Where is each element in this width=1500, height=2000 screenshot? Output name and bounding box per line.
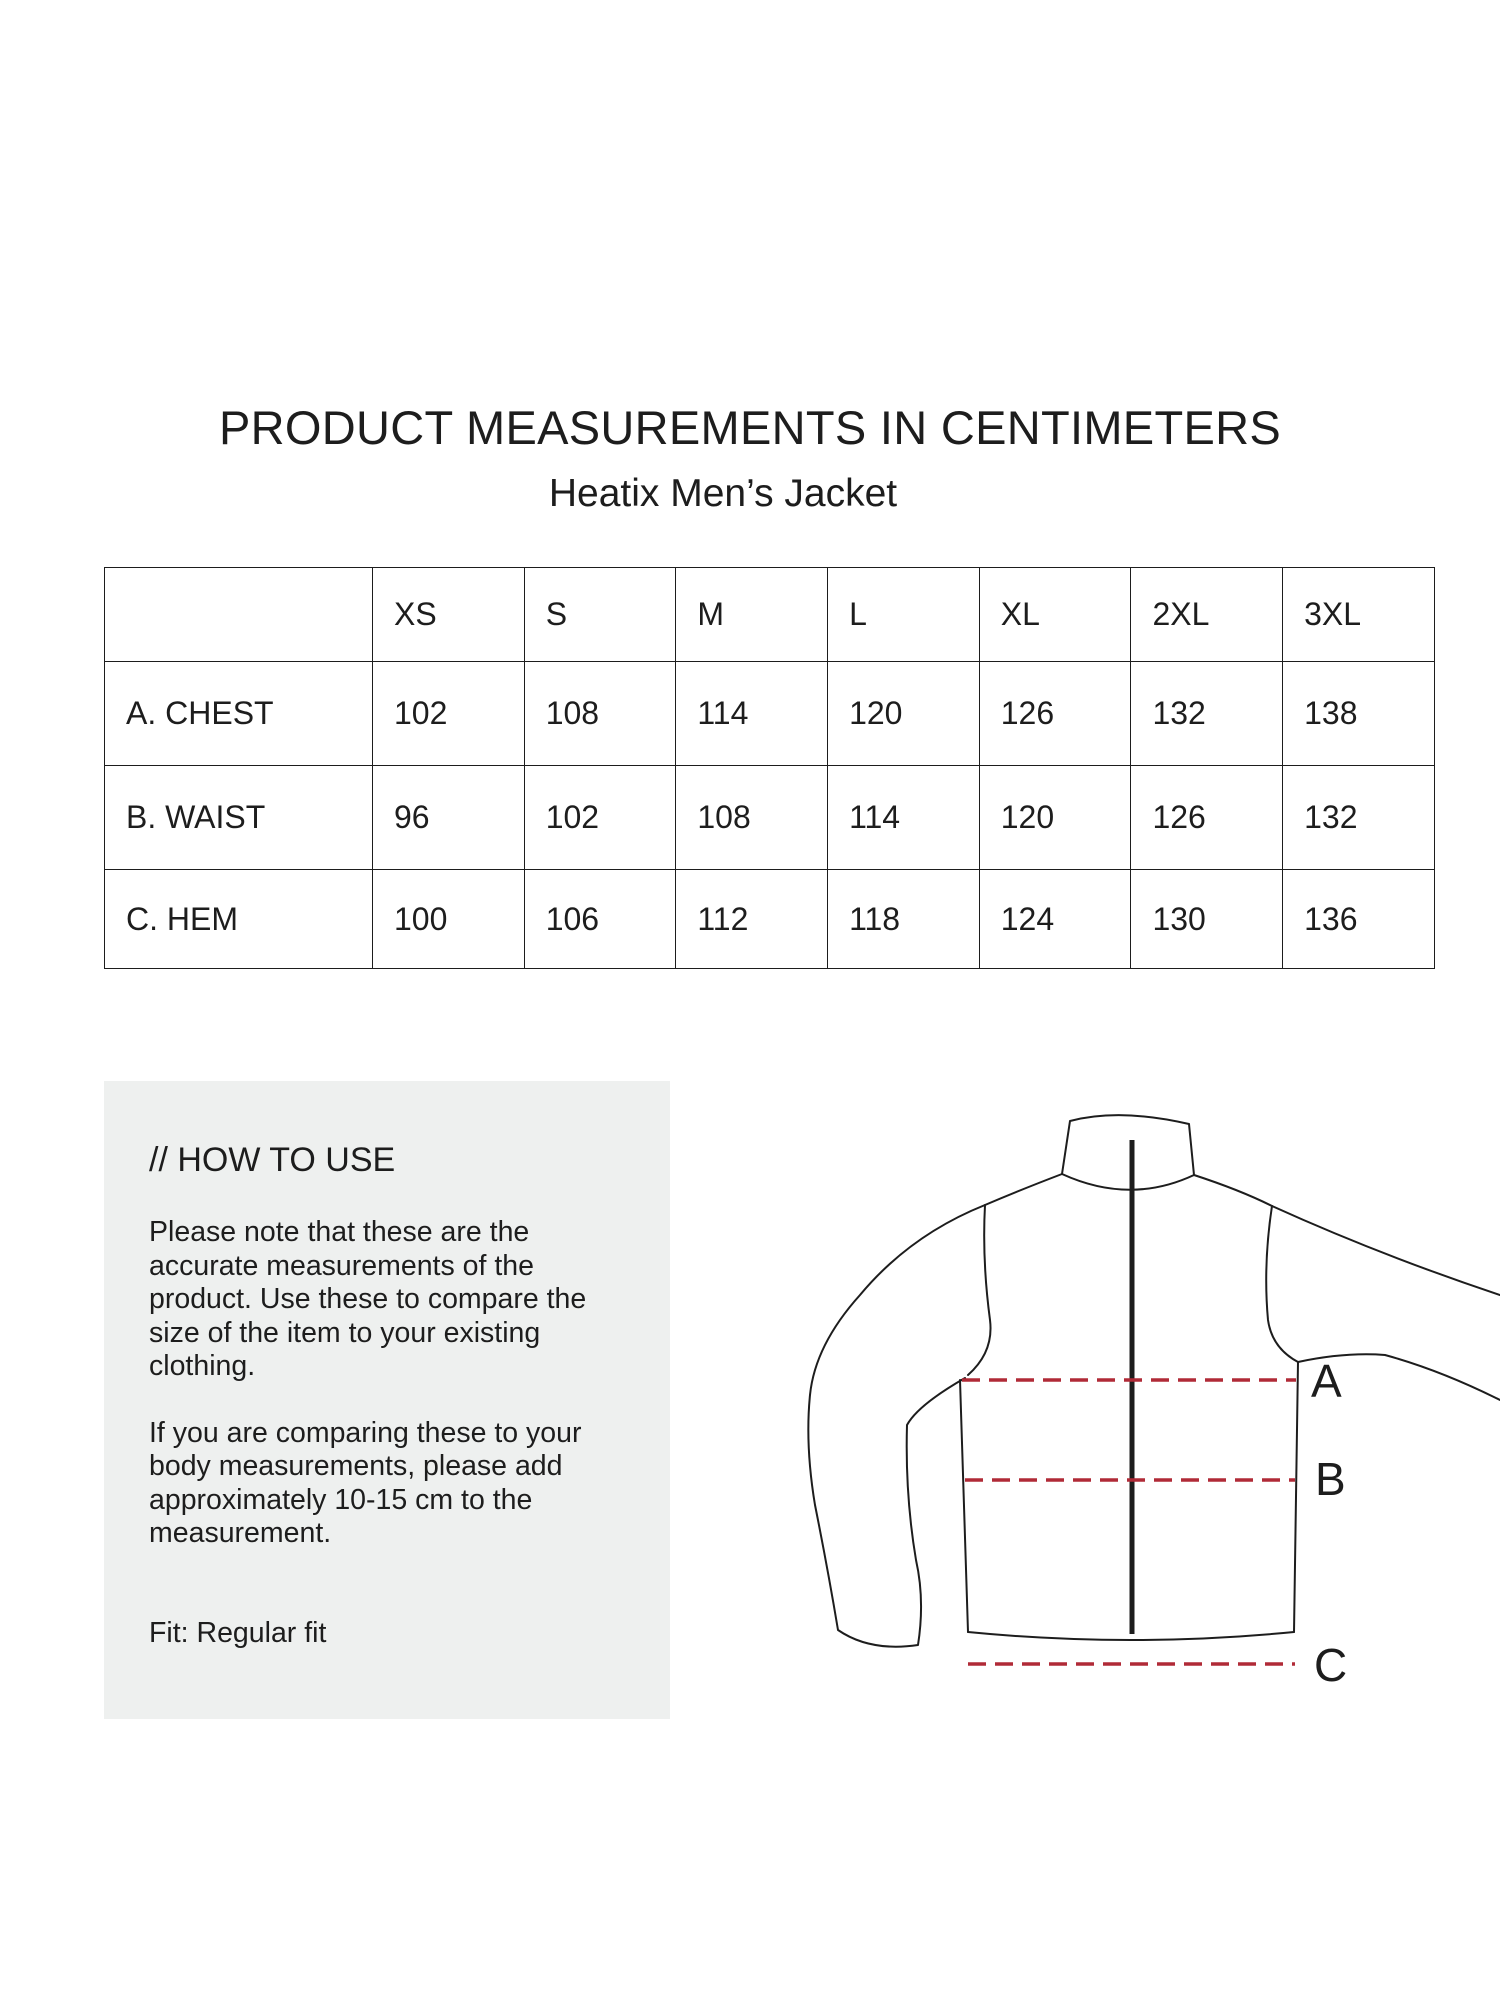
how-to-use-heading: // HOW TO USE: [149, 1141, 396, 1179]
measurement-lines: [962, 1380, 1296, 1664]
size-header: XS: [373, 568, 525, 662]
size-header: S: [524, 568, 676, 662]
left-body-side: [960, 1380, 968, 1632]
table-cell: 124: [979, 870, 1131, 969]
right-sleeve-top: [1272, 1206, 1500, 1295]
left-sleeve: [808, 1205, 985, 1647]
table-cell: 100: [373, 870, 525, 969]
size-header: XL: [979, 568, 1131, 662]
table-cell: 126: [1131, 766, 1283, 870]
right-body-side: [1294, 1362, 1298, 1632]
size-header: 2XL: [1131, 568, 1283, 662]
table-cell: 132: [1283, 766, 1435, 870]
product-name: Heatix Men’s Jacket: [548, 472, 898, 515]
table-row: [105, 662, 1435, 766]
marker-b-label: B: [1315, 1453, 1346, 1505]
table-cell: 96: [373, 766, 525, 870]
jacket-diagram: [780, 1090, 1500, 1690]
size-chart-table: [104, 567, 1435, 969]
row-label: B. WAIST: [105, 766, 373, 870]
table-corner-cell: [105, 568, 373, 662]
table-cell: 118: [828, 870, 980, 969]
table-cell: 120: [979, 766, 1131, 870]
table-cell: 120: [828, 662, 980, 766]
table-cell: 136: [1283, 870, 1435, 969]
table-cell: 102: [373, 662, 525, 766]
right-shoulder: [1194, 1175, 1272, 1206]
table-header-row: [105, 568, 1435, 662]
size-header: L: [828, 568, 980, 662]
collar-shape: [1062, 1115, 1194, 1190]
table-cell: 108: [676, 766, 828, 870]
marker-a-label: A: [1311, 1355, 1342, 1407]
page-title: PRODUCT MEASUREMENTS IN CENTIMETERS: [219, 401, 1281, 454]
table-cell: 132: [1131, 662, 1283, 766]
table-cell: 114: [828, 766, 980, 870]
table-cell: 108: [524, 662, 676, 766]
table-cell: 138: [1283, 662, 1435, 766]
table-cell: 102: [524, 766, 676, 870]
how-to-use-panel: [104, 1081, 670, 1719]
left-armhole-seam: [968, 1205, 991, 1375]
table-cell: 112: [676, 870, 828, 969]
size-header: 3XL: [1283, 568, 1435, 662]
table-row: [105, 766, 1435, 870]
right-armhole-seam: [1266, 1206, 1298, 1362]
table-cell: 106: [524, 870, 676, 969]
row-label: A. CHEST: [105, 662, 373, 766]
how-to-use-paragraph: If you are comparing these to your body measurements, please add approximately 10-15 cm to the measurement.: [149, 1416, 582, 1549]
table-row: [105, 870, 1435, 969]
marker-c-label: C: [1314, 1639, 1348, 1690]
left-shoulder: [985, 1174, 1062, 1205]
size-header: M: [676, 568, 828, 662]
table-cell: 126: [979, 662, 1131, 766]
table-cell: 130: [1131, 870, 1283, 969]
fit-note: Fit: Regular fit: [149, 1616, 327, 1649]
row-label: C. HEM: [105, 870, 373, 969]
how-to-use-paragraph: Please note that these are the accurate measurements of the product. Use these to compare the size of the item to your existing clothing.: [149, 1216, 587, 1382]
table-cell: 114: [676, 662, 828, 766]
